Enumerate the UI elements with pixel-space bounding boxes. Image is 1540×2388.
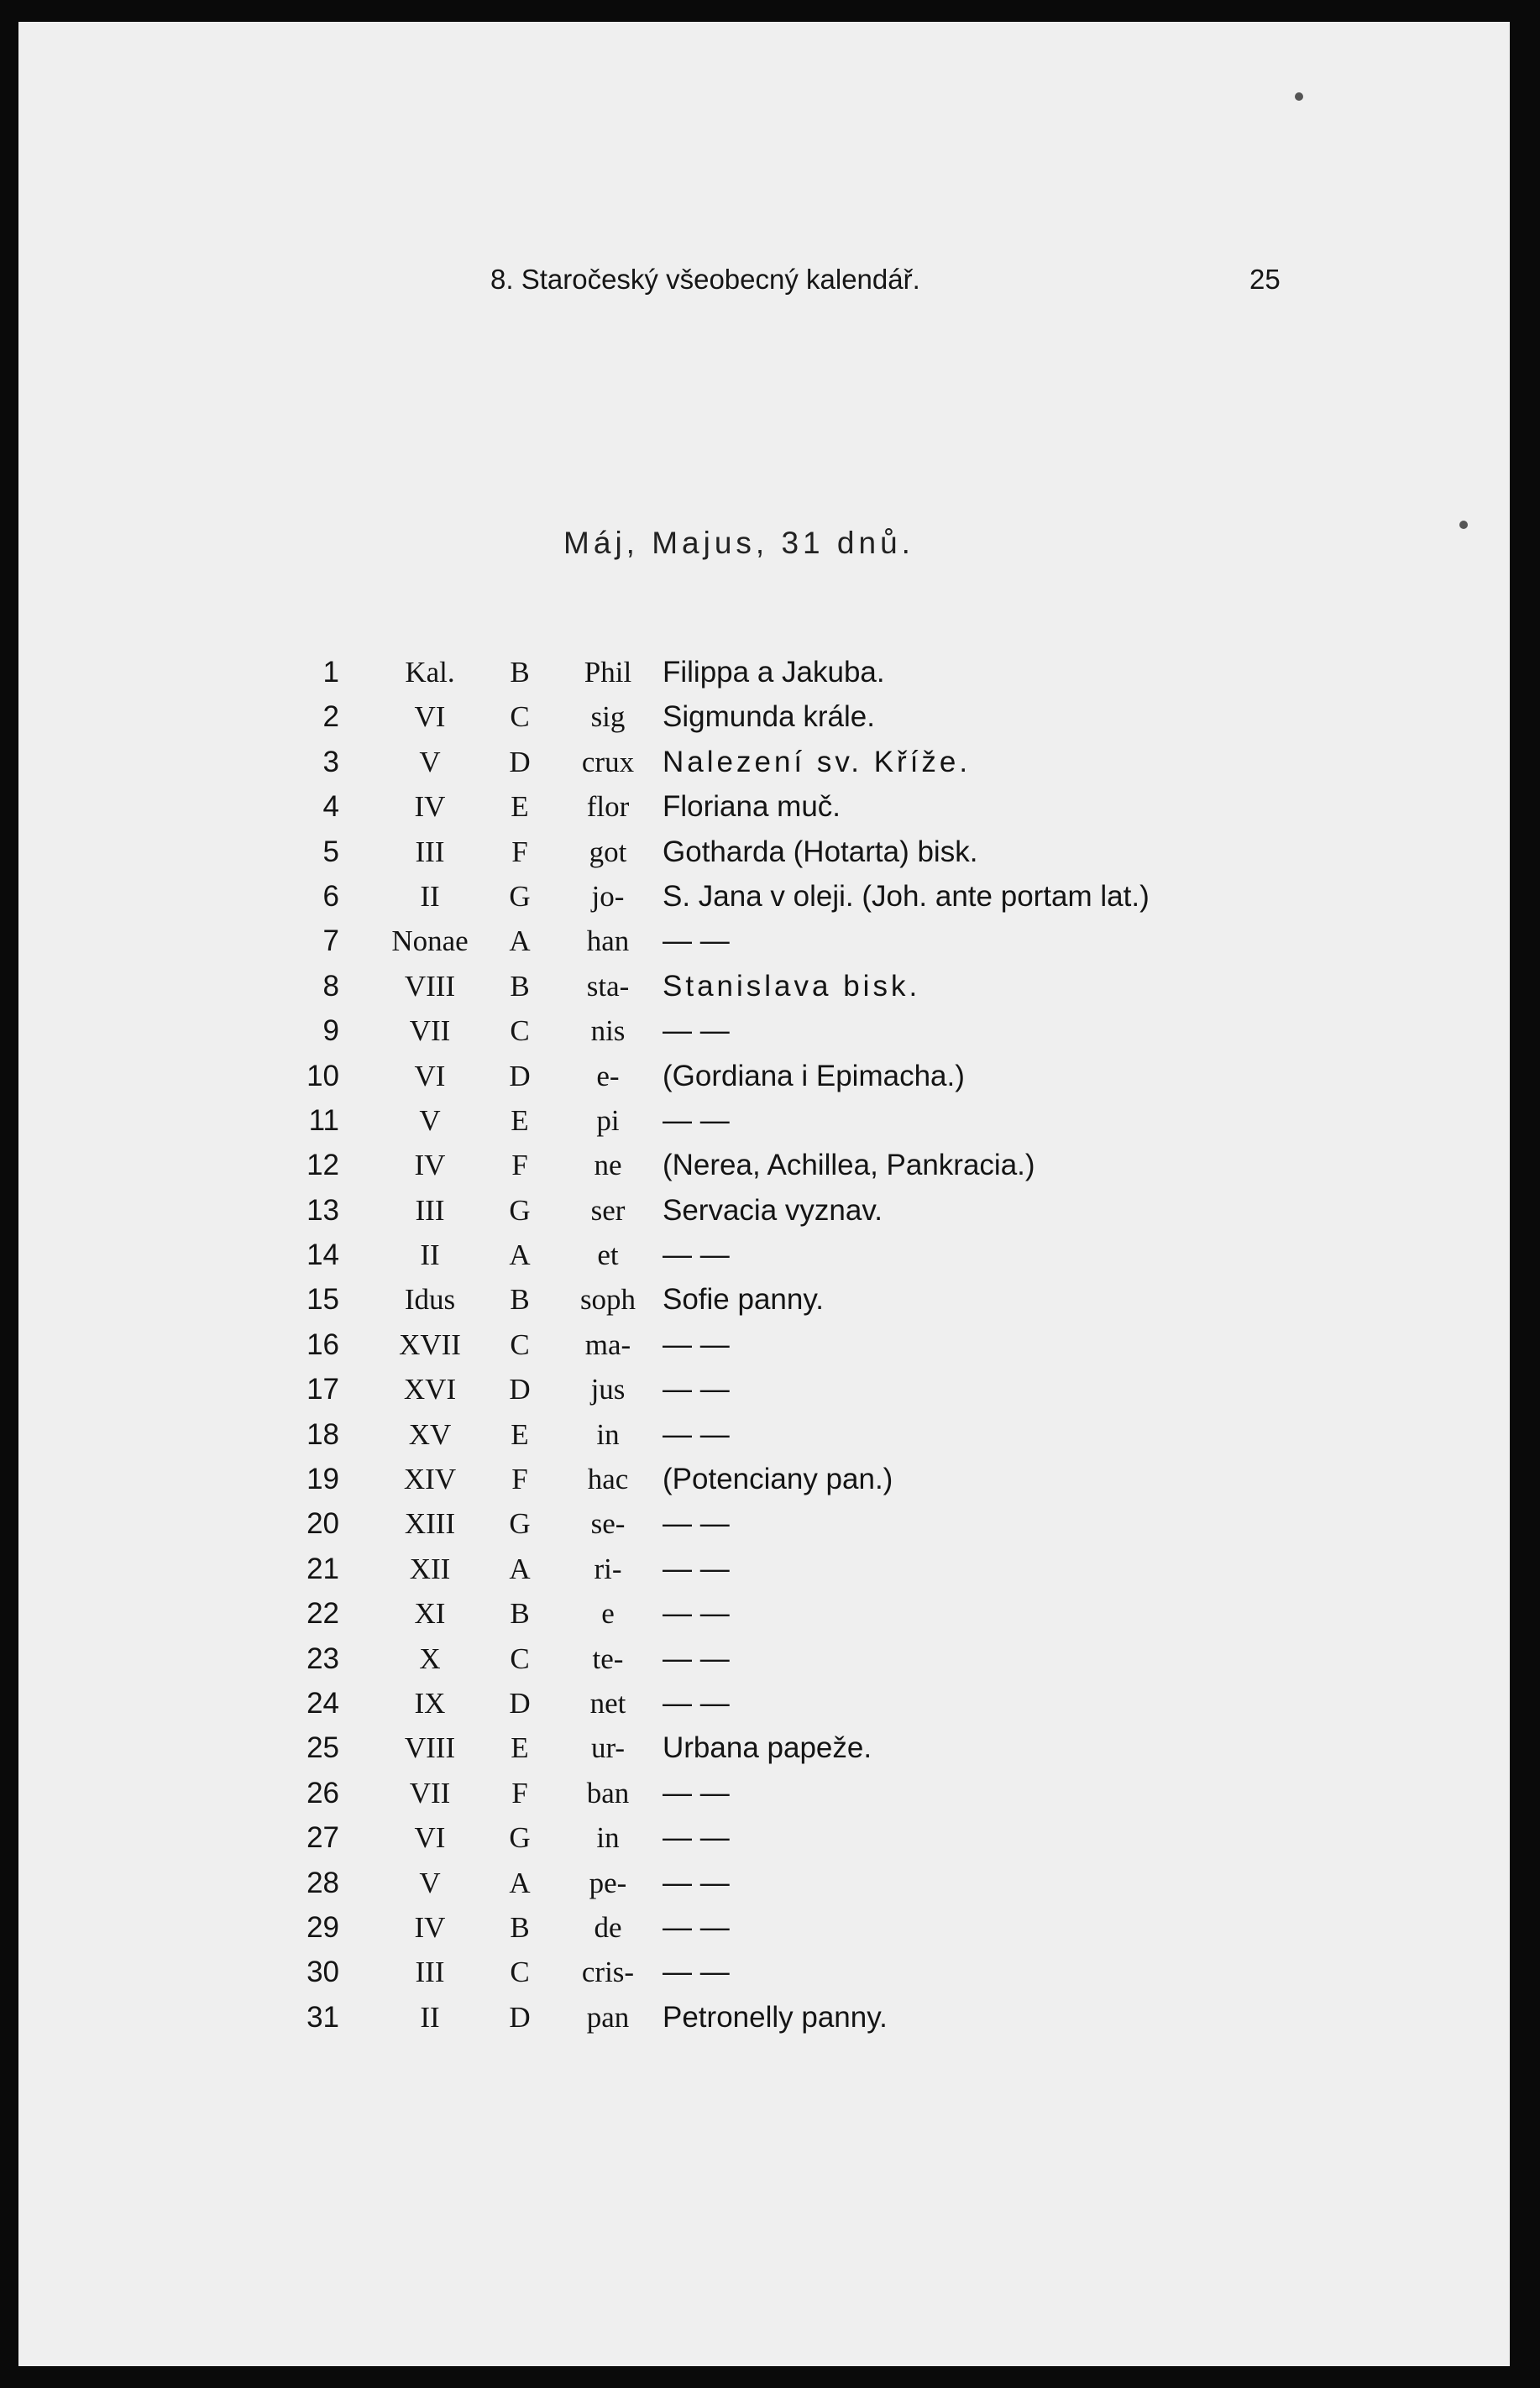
calendar-row	[18, 1143, 1510, 1187]
dominical-letter: F	[511, 1463, 528, 1496]
calendar-row	[18, 1367, 1510, 1411]
calendar-row	[18, 874, 1510, 919]
saint-name: Urbana papeže.	[663, 1731, 872, 1765]
cisiojanus-syllable: nis	[590, 1014, 626, 1048]
cisiojanus-syllable: soph	[579, 1283, 636, 1317]
cisiojanus-syllable: ur-	[590, 1731, 626, 1765]
dominical-letter: F	[511, 1149, 528, 1182]
roman-date: XVII	[399, 1328, 461, 1361]
roman-date: VII	[409, 1776, 451, 1809]
cisiojanus-syllable: sta-	[586, 969, 630, 1003]
day-number: 17	[306, 1373, 339, 1406]
cisiojanus-syllable: flor	[586, 790, 630, 824]
roman-date: XIV	[403, 1463, 457, 1496]
cisiojanus-syllable: got	[589, 835, 627, 868]
cisiojanus-syllable: in	[596, 1417, 620, 1451]
day-number: 1	[322, 656, 339, 689]
calendar-row	[18, 1726, 1510, 1770]
saint-name: Filippa a Jakuba.	[663, 656, 885, 689]
roman-date: XII	[409, 1552, 451, 1585]
dominical-letter: F	[511, 1776, 528, 1809]
roman-date: II	[420, 2000, 440, 2034]
calendar-row	[18, 650, 1510, 694]
calendar-row	[18, 1501, 1510, 1546]
cisiojanus-syllable: crux	[581, 745, 635, 778]
calendar-row	[18, 1188, 1510, 1233]
day-number: 21	[306, 1552, 339, 1585]
roman-date: VI	[414, 1059, 446, 1092]
calendar-row	[18, 1098, 1510, 1143]
scan-speck	[1459, 521, 1468, 529]
roman-date: II	[420, 1239, 440, 1272]
day-number: 18	[306, 1417, 339, 1451]
calendar-row	[18, 1412, 1510, 1457]
roman-date: XVI	[403, 1373, 457, 1406]
dominical-letter: B	[510, 1597, 530, 1631]
calendar-row	[18, 1233, 1510, 1277]
calendar-row	[18, 830, 1510, 874]
roman-date: Nonae	[391, 924, 469, 958]
day-number: 25	[306, 1731, 339, 1765]
saint-name: — —	[663, 1507, 730, 1541]
cisiojanus-syllable: ne	[594, 1149, 622, 1182]
calendar-row	[18, 1322, 1510, 1367]
month-title: Máj, Majus, 31 dnů.	[563, 526, 914, 560]
cisiojanus-syllable: jo-	[591, 879, 625, 913]
cisiojanus-syllable: pe-	[589, 1866, 627, 1899]
cisiojanus-syllable: sig	[590, 700, 626, 734]
roman-date: VIII	[404, 1731, 456, 1765]
calendar-row	[18, 740, 1510, 784]
day-number: 10	[306, 1059, 339, 1092]
day-number: 6	[322, 879, 339, 913]
cisiojanus-syllable: e	[601, 1597, 615, 1631]
dominical-letter: C	[510, 1956, 530, 1989]
roman-date: VI	[414, 700, 446, 734]
dominical-letter: D	[509, 2000, 531, 2034]
dominical-letter: G	[509, 1507, 531, 1541]
calendar-row	[18, 1591, 1510, 1636]
saint-name: Floriana muč.	[663, 790, 841, 824]
saint-name: — —	[663, 1373, 730, 1406]
cisiojanus-syllable: ma-	[584, 1328, 631, 1361]
day-number: 24	[306, 1686, 339, 1720]
roman-date: VII	[409, 1014, 451, 1048]
saint-name: Sigmunda krále.	[663, 700, 875, 734]
saint-name: — —	[663, 1866, 730, 1899]
saint-name: Petronelly panny.	[663, 2000, 888, 2034]
dominical-letter: E	[511, 1103, 529, 1137]
day-number: 14	[306, 1239, 339, 1272]
dominical-letter: C	[510, 1642, 530, 1675]
dominical-letter: E	[511, 1417, 529, 1451]
calendar-row	[18, 1950, 1510, 1994]
dominical-letter: C	[510, 1014, 530, 1048]
dominical-letter: C	[510, 700, 530, 734]
calendar-row	[18, 1815, 1510, 1860]
saint-name: (Gordiana i Epimacha.)	[663, 1059, 965, 1092]
saint-name: Servacia vyznav.	[663, 1193, 883, 1227]
roman-date: VI	[414, 1821, 446, 1855]
cisiojanus-syllable: et	[597, 1239, 619, 1272]
dominical-letter: A	[509, 1239, 531, 1272]
saint-name: — —	[663, 924, 730, 958]
roman-date: III	[415, 1956, 445, 1989]
dominical-letter: E	[511, 790, 529, 824]
dominical-letter: B	[510, 1910, 530, 1944]
day-number: 22	[306, 1597, 339, 1631]
page-header	[18, 264, 1510, 297]
saint-name: — —	[663, 1642, 730, 1675]
cisiojanus-syllable: cris-	[581, 1956, 635, 1989]
day-number: 27	[306, 1821, 339, 1855]
dominical-letter: G	[509, 1821, 531, 1855]
cisiojanus-syllable: de	[594, 1910, 622, 1944]
saint-name: — —	[663, 1417, 730, 1451]
roman-date: II	[420, 879, 440, 913]
day-number: 23	[306, 1642, 339, 1675]
page-number: 25	[1249, 264, 1281, 295]
day-number: 31	[306, 2000, 339, 2034]
calendar-table	[18, 650, 1510, 2040]
calendar-row	[18, 1008, 1510, 1053]
saint-name: Gotharda (Hotarta) bisk.	[663, 835, 978, 868]
cisiojanus-syllable: ser	[590, 1193, 626, 1227]
saint-name: — —	[663, 1686, 730, 1720]
day-number: 30	[306, 1956, 339, 1989]
roman-date: XV	[408, 1417, 452, 1451]
roman-date: III	[415, 835, 445, 868]
cisiojanus-syllable: pi	[596, 1103, 620, 1137]
dominical-letter: C	[510, 1328, 530, 1361]
calendar-row	[18, 1054, 1510, 1098]
dominical-letter: A	[509, 1866, 531, 1899]
dominical-letter: F	[511, 835, 528, 868]
calendar-row	[18, 964, 1510, 1008]
saint-name: Sofie panny.	[663, 1283, 824, 1317]
roman-date: XIII	[404, 1507, 456, 1541]
day-number: 29	[306, 1910, 339, 1944]
cisiojanus-syllable: se-	[590, 1507, 626, 1541]
saint-name: — —	[663, 1014, 730, 1048]
day-number: 8	[322, 969, 339, 1003]
saint-name: — —	[663, 1821, 730, 1855]
day-number: 9	[322, 1014, 339, 1048]
roman-date: XI	[414, 1597, 446, 1631]
saint-name: Nalezení sv. Kříže.	[663, 745, 972, 778]
dominical-letter: A	[509, 924, 531, 958]
roman-date: IV	[414, 1149, 446, 1182]
roman-date: V	[419, 745, 441, 778]
saint-name: — —	[663, 1956, 730, 1989]
calendar-row	[18, 1547, 1510, 1591]
calendar-row	[18, 1861, 1510, 1905]
cisiojanus-syllable: te-	[592, 1642, 624, 1675]
cisiojanus-syllable: hac	[587, 1463, 629, 1496]
saint-name: — —	[663, 1552, 730, 1585]
dominical-letter: D	[509, 1373, 531, 1406]
calendar-row	[18, 1995, 1510, 2040]
day-number: 28	[306, 1866, 339, 1899]
dominical-letter: E	[511, 1731, 529, 1765]
calendar-row	[18, 784, 1510, 829]
dominical-letter: D	[509, 745, 531, 778]
book-page	[18, 22, 1510, 2366]
saint-name: (Nerea, Achillea, Pankracia.)	[663, 1149, 1035, 1182]
calendar-row	[18, 1277, 1510, 1322]
day-number: 5	[322, 835, 339, 868]
roman-date: IX	[414, 1686, 446, 1720]
calendar-row	[18, 919, 1510, 963]
running-title: 8. Staročeský všeobecný kalendář.	[490, 264, 920, 295]
dominical-letter: D	[509, 1059, 531, 1092]
cisiojanus-syllable: net	[589, 1686, 626, 1720]
roman-date: VIII	[404, 969, 456, 1003]
saint-name: — —	[663, 1328, 730, 1361]
cisiojanus-syllable: pan	[586, 2000, 630, 2034]
day-number: 13	[306, 1193, 339, 1227]
roman-date: IV	[414, 790, 446, 824]
scan-speck	[1295, 92, 1303, 101]
day-number: 7	[322, 924, 339, 958]
calendar-row	[18, 1771, 1510, 1815]
day-number: 26	[306, 1776, 339, 1809]
cisiojanus-syllable: jus	[590, 1373, 626, 1406]
cisiojanus-syllable: han	[586, 924, 630, 958]
roman-date: V	[419, 1866, 441, 1899]
day-number: 2	[322, 700, 339, 734]
calendar-row	[18, 1457, 1510, 1501]
saint-name: S. Jana v oleji. (Joh. ante portam lat.)	[663, 879, 1150, 913]
dominical-letter: G	[509, 1193, 531, 1227]
day-number: 20	[306, 1507, 339, 1541]
saint-name: — —	[663, 1239, 730, 1272]
dominical-letter: B	[510, 969, 530, 1003]
cisiojanus-syllable: ban	[586, 1776, 630, 1809]
calendar-row	[18, 694, 1510, 739]
saint-name: (Potenciany pan.)	[663, 1463, 893, 1496]
roman-date: Kal.	[405, 656, 455, 689]
calendar-row	[18, 1637, 1510, 1681]
dominical-letter: A	[509, 1552, 531, 1585]
day-number: 4	[322, 790, 339, 824]
dominical-letter: D	[509, 1686, 531, 1720]
day-number: 16	[306, 1328, 339, 1361]
cisiojanus-syllable: Phil	[584, 656, 632, 689]
dominical-letter: G	[509, 879, 531, 913]
day-number: 15	[306, 1283, 339, 1317]
day-number: 19	[306, 1463, 339, 1496]
day-number: 12	[306, 1149, 339, 1182]
day-number: 11	[308, 1103, 339, 1137]
roman-date: IV	[414, 1910, 446, 1944]
calendar-row	[18, 1681, 1510, 1726]
roman-date: X	[419, 1642, 441, 1675]
dominical-letter: B	[510, 656, 530, 689]
calendar-row	[18, 1905, 1510, 1950]
saint-name: — —	[663, 1776, 730, 1809]
day-number: 3	[322, 745, 339, 778]
cisiojanus-syllable: ri-	[594, 1552, 622, 1585]
dominical-letter: B	[510, 1283, 530, 1317]
saint-name: — —	[663, 1910, 730, 1944]
saint-name: Stanislava bisk.	[663, 969, 921, 1003]
roman-date: V	[419, 1103, 441, 1137]
saint-name: — —	[663, 1103, 730, 1137]
roman-date: Idus	[404, 1283, 456, 1317]
cisiojanus-syllable: e-	[596, 1059, 620, 1092]
cisiojanus-syllable: in	[596, 1821, 620, 1855]
roman-date: III	[415, 1193, 445, 1227]
saint-name: — —	[663, 1597, 730, 1631]
